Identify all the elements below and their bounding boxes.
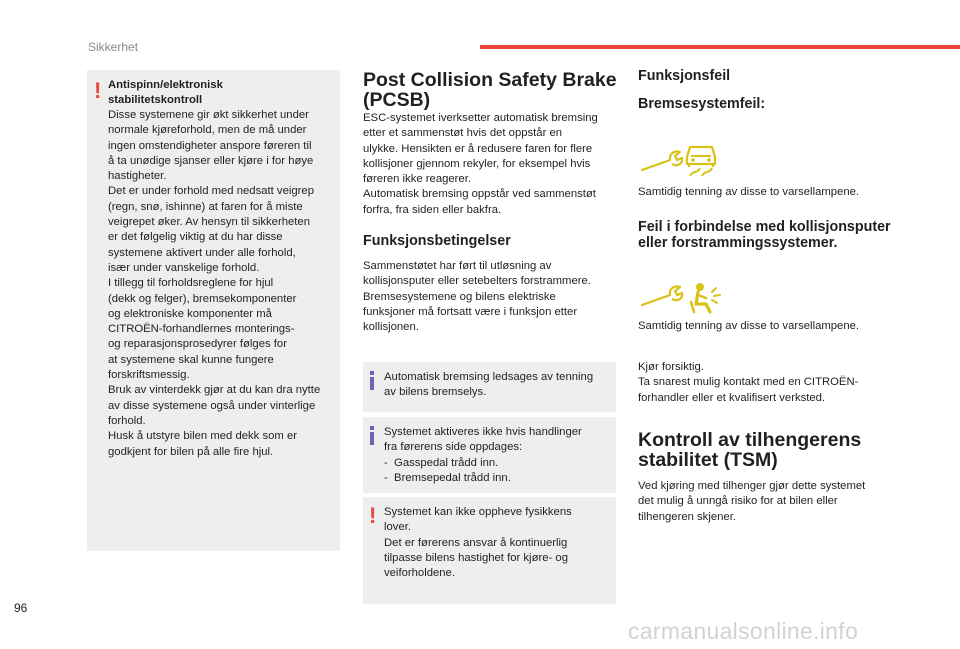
page-number: 96 xyxy=(14,601,28,615)
conditions-title: Funksjonsbetingelser xyxy=(363,233,511,249)
airbag-fault-text: Samtidig tenning av disse to varsellampene. xyxy=(638,320,860,332)
fault-advice: Kjør forsiktig. Ta snarest mulig kontakt med en CITROËN- forhandler eller et kvalifisert verksted. xyxy=(638,361,859,404)
pcsb-intro: ESC-systemet iverksetter automatisk bremsing etter et sammenstøt hvis det oppstår en ulykke. Hensikten er å redusere faren for flere kollisjoner gjennom rekyler, for eksempel hvis føreren ikke reagerer. Automatisk bremsing oppstår ved sammenstøt forfra, fra siden eller bakfra. xyxy=(363,112,598,216)
info-icon xyxy=(370,371,374,390)
warning-physics-text: Systemet kan ikke oppheve fysikkens lover. Det er førerens ansvar å kontinuerlig tilpasse bilens hastighet for kjøre- og veiforholdene. xyxy=(384,506,572,580)
info-brake-lights-text: Automatisk bremsing ledsages av tenning av bilens bremselys. xyxy=(384,371,594,399)
section-label: Sikkerhet xyxy=(88,40,139,54)
esc-skid-car-icon xyxy=(684,143,718,177)
conditions-body: Sammenstøtet har ført til utløsning av kollisjonsputer eller setebelters forstrammere. Bremsesystemene og bilens elektriske funksjoner må fortsatt være i funksjon etter kollisjonen. xyxy=(363,260,591,334)
warning-icon: ! xyxy=(369,503,377,528)
brake-fault-text: Samtidig tenning av disse to varsellampene. xyxy=(638,186,860,198)
wrench-icon xyxy=(640,283,684,307)
airbag-fault-title: Feil i forbindelse med kollisjonsputer eller forstrammingssystemer. xyxy=(638,219,891,251)
watermark: carmanualsonline.info xyxy=(628,618,859,644)
esc-box-title: Antispinn/elektronisk stabilitetskontroll xyxy=(108,79,223,107)
info-activation-text: Systemet aktiveres ikke hvis handlinger fra førerens side oppdages: - Gasspedal trådd inn. - Bremsepedal trådd inn. xyxy=(384,426,582,484)
brake-fault-title: Bremsesystemfeil: xyxy=(638,96,766,112)
faults-title: Funksjonsfeil xyxy=(638,68,731,84)
wrench-icon xyxy=(640,148,684,172)
warning-icon: ! xyxy=(94,78,102,103)
info-icon xyxy=(370,426,374,445)
airbag-seated-person-icon xyxy=(688,282,722,314)
esc-box-body: Disse systemene gir økt sikkerhet under normale kjøreforhold, men de må under ingen omstendigheter anspore føreren til å ta unødige sjanser eller kjøre i for høye hastigheter. Det er under forhold med nedsatt veigrep (regn, snø, ishinne) at faren for å miste veigrepet øker. Av hensyn til sikkerheten er det følgelig viktig at du har disse systemene aktivert under alle forhold, især under vanskelige forhold. I tillegg til forholdsreglene for hjul (dekk og felger), bremsekomponenter og elektroniske komponenter må CITROËN-forhandlernes monterings- og reparasjonsprosedyrer følges for at systemene skal kunne fungere forskriftsmessig. Bruk av vinterdekk gjør at du kan dra nytte av disse systemene også under vinterlige forhold. Husk å utstyre bilen med dekk som er godkjent for bilen på alle fire hjul. xyxy=(108,109,321,458)
tsm-title: Kontroll av tilhengerens stabilitet (TSM) xyxy=(638,429,862,471)
pcsb-title: Post Collision Safety Brake (PCSB) xyxy=(363,69,617,111)
tsm-body: Ved kjøring med tilhenger gjør dette systemet det mulig å unngå risiko for at bilen eller tilhengeren skjener. xyxy=(638,480,866,523)
header-accent-bar xyxy=(480,45,960,49)
